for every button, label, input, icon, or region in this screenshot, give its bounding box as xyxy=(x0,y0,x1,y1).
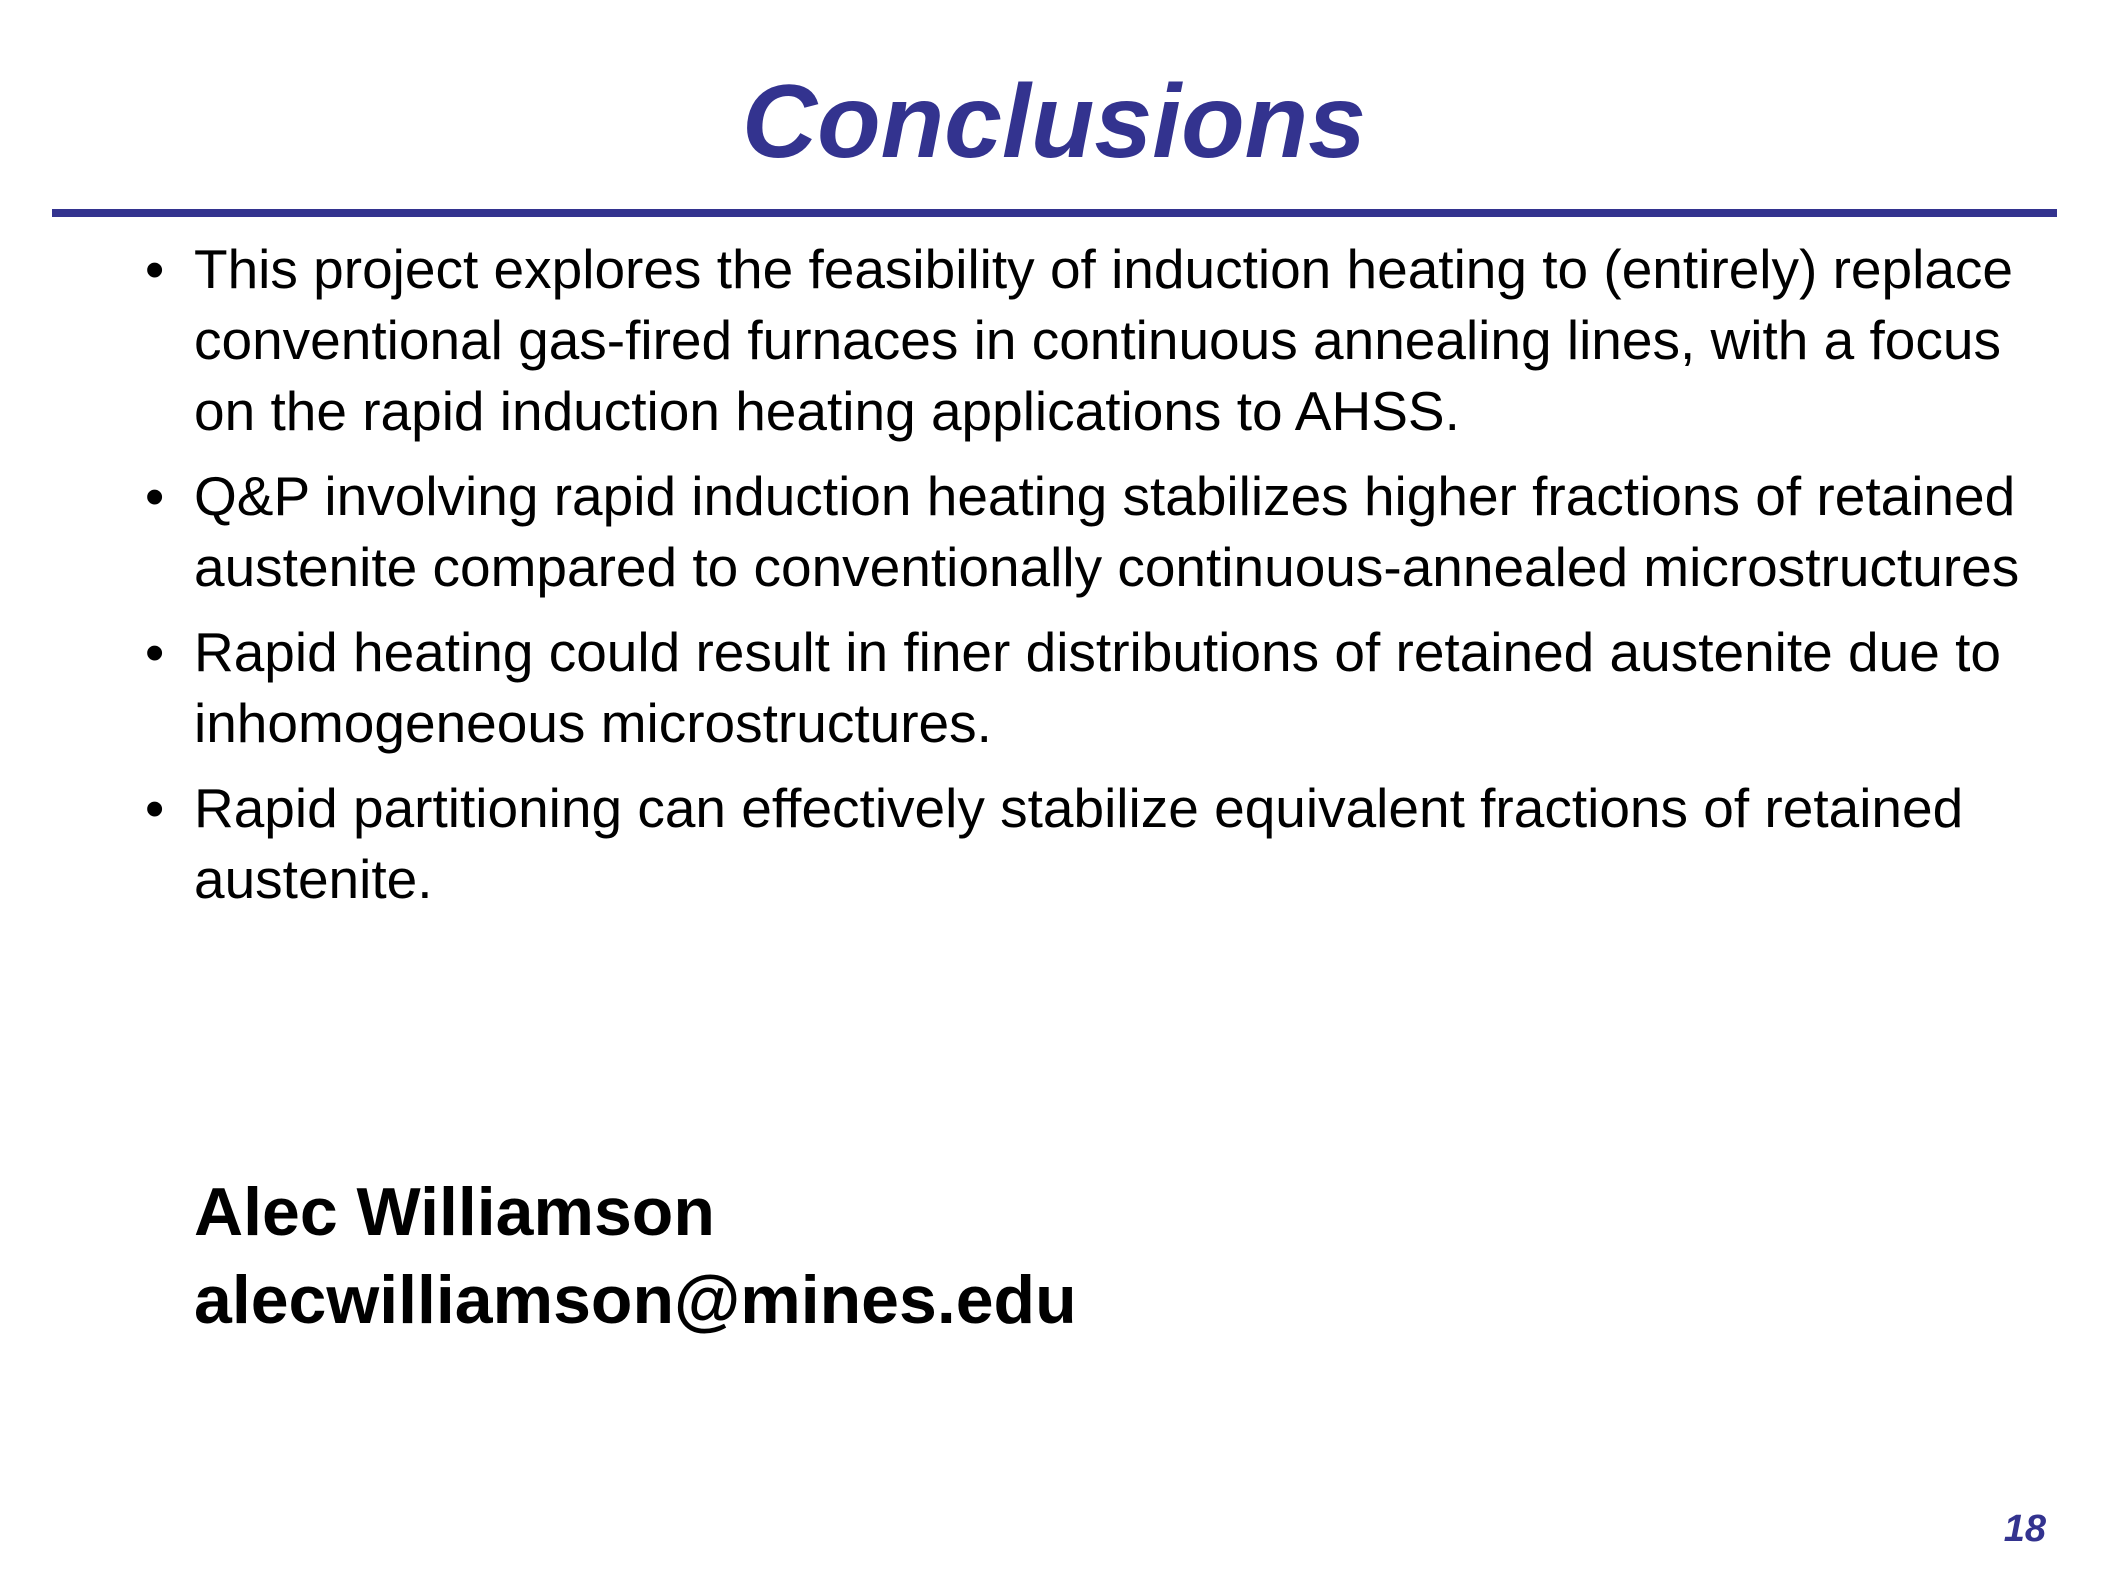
bullet-text: This project explores the feasibility of induction heating to (entirely) replace conventional gas-fired furnaces in continuous annealing lines, with a focus on the rapid induction heating applications to AHSS. xyxy=(194,238,2014,442)
title-divider xyxy=(52,209,2057,217)
contact-block xyxy=(194,1168,1077,1344)
bullet-text: Rapid heating could result in finer distributions of retained austenite due to inhomogeneous microstructures. xyxy=(194,621,2001,754)
bullet-marker: • xyxy=(145,621,165,683)
bullet-item xyxy=(145,234,2045,447)
bullet-item xyxy=(145,617,2045,759)
bullet-marker: • xyxy=(145,238,165,300)
contact-email: alecwilliamson@mines.edu xyxy=(194,1262,1077,1338)
bullet-text: Rapid partitioning can effectively stabilize equivalent fractions of retained austenite. xyxy=(194,777,1964,910)
bullet-item xyxy=(145,773,2045,915)
contact-name: Alec Williamson xyxy=(194,1174,715,1250)
bullet-list xyxy=(145,234,2045,929)
bullet-text: Q&P involving rapid induction heating stabilizes higher fractions of retained austenite compared to conventionally continuous-annealed microstructures xyxy=(194,465,2020,598)
bullet-marker: • xyxy=(145,465,165,527)
page-number: 18 xyxy=(2003,1508,2046,1550)
bullet-item xyxy=(145,461,2045,603)
slide-title: Conclusions xyxy=(741,64,1367,180)
bullet-marker: • xyxy=(145,777,165,839)
